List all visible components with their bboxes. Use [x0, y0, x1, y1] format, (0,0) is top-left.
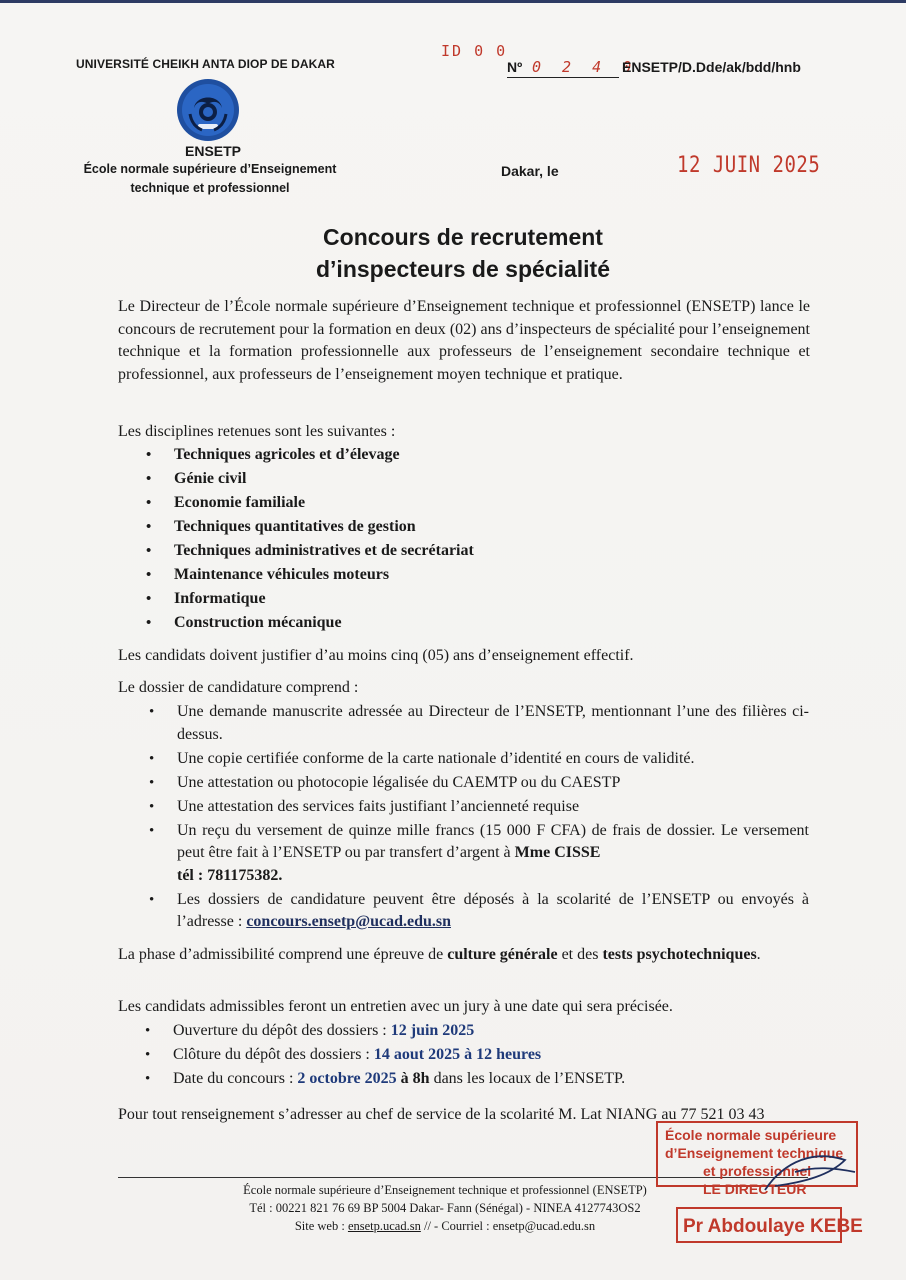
- discipline-item: • Génie civil: [174, 467, 774, 491]
- stamp-name: Pr Abdoulaye KEBE: [683, 1216, 863, 1237]
- ensetp-logo-icon: [176, 78, 240, 142]
- contest-email-link[interactable]: concours.ensetp@ucad.edu.sn: [246, 913, 451, 930]
- open-label: Ouverture du dépôt des dossiers :: [173, 1022, 387, 1039]
- discipline-item: • Informatique: [174, 587, 774, 611]
- stamp-line3: et professionnel: [703, 1163, 812, 1179]
- open-date: 12 juin 2025: [390, 1022, 475, 1039]
- stamp-role: LE DIRECTEUR: [703, 1181, 807, 1197]
- schedule-exam: [173, 1068, 805, 1091]
- admissibility-end: .: [756, 946, 761, 963]
- site-link[interactable]: ensetp.ucad.sn: [347, 1219, 421, 1233]
- reference-code: ENSETP/D.Dde/ak/bdd/hnb: [622, 59, 801, 75]
- exam-time: à 8h: [400, 1070, 430, 1087]
- dossier-item-submission: [177, 889, 809, 934]
- discipline-item: • Techniques administratives et de secrétariat: [174, 539, 774, 563]
- dossier-item: • Une copie certifiée conforme de la carte nationale d’identité en cours de validité.: [177, 748, 809, 771]
- payment-text: Un reçu du versement de quinze mille francs (15 000 F CFA) de frais de dossier. Le versement peut être fait à l’ENSETP ou par transfert d’argent à: [177, 821, 809, 861]
- close-label: Clôture du dépôt des dossiers :: [173, 1046, 370, 1063]
- admissibility-tests: tests psychotechniques: [602, 946, 757, 963]
- close-date: 14 aout 2025 à 12 heures: [373, 1046, 542, 1063]
- stamp-line1: École normale supérieure: [665, 1127, 837, 1143]
- intro-paragraph: Le Directeur de l’École normale supérieure d’Enseignement technique et professionnel (ENSETP) lance le concours de recrutement pour la formation en deux (02) ans d’inspecteurs de spécialité pour l’enseignement technique et la formation professionnelle aux professeurs de l’enseignement secondaire technique et professionnel, aux professeurs de l’enseignement moyen technique et pratique.: [118, 298, 810, 383]
- dossier-item: • Une attestation ou photocopie légalisée du CAEMTP ou du CAESTP: [177, 772, 809, 795]
- footer-web: [160, 1219, 730, 1234]
- exam-label: Date du concours :: [173, 1070, 294, 1087]
- school-acronym: ENSETP: [185, 143, 242, 159]
- dossier-item: • Une attestation des services faits justifiant l’ancienneté requise: [177, 796, 809, 819]
- title-line2: d’inspecteurs de spécialité: [315, 256, 610, 282]
- director-stamp: [655, 1120, 865, 1246]
- schedule-list: [173, 1020, 805, 1092]
- site-label: Site web :: [294, 1219, 345, 1233]
- number-underline: [507, 77, 619, 78]
- schedule-close: [173, 1044, 805, 1067]
- dossier-heading: Le dossier de candidature comprend :: [118, 679, 359, 696]
- admissibility-text: La phase d’admissibilité comprend une épreuve de: [118, 946, 444, 963]
- title-line1: Concours de recrutement: [323, 224, 603, 250]
- place-date-label: Dakar, le: [501, 163, 559, 179]
- footer-school: École normale supérieure d’Enseignement technique et professionnel (ENSETP): [243, 1183, 647, 1197]
- stamped-number: ID 0 0: [441, 42, 508, 60]
- dossier-list: [177, 701, 809, 935]
- school-name-line1: École normale supérieure d’Enseignement: [83, 162, 337, 176]
- mail-label: // - Courriel : ensetp@ucad.edu.sn: [423, 1219, 596, 1233]
- university-name: UNIVERSITÉ CHEIKH ANTA DIOP DE DAKAR: [76, 57, 335, 71]
- dossier-item-payment: [177, 820, 809, 888]
- exam-date: 2 octobre 2025: [297, 1070, 397, 1087]
- discipline-item: • Techniques agricoles et d’élevage: [174, 443, 774, 467]
- footer-address: Tél : 00221 821 76 69 BP 5004 Dakar- Fann (Sénégal) - NINEA 4127743OS2: [249, 1201, 641, 1215]
- payment-contact: Mme CISSE: [514, 844, 601, 861]
- schedule-intro: Les candidats admissibles feront un entretien avec un jury à une date qui sera précisée.: [118, 998, 673, 1015]
- discipline-item: • Techniques quantitatives de gestion: [174, 515, 774, 539]
- submission-text: Les dossiers de candidature peuvent être déposés à la scolarité de l’ENSETP ou envoyés à l’adresse :: [177, 890, 809, 930]
- contact-paragraph: Pour tout renseignement s’adresser au chef de service de la scolarité M. Lat NIANG au 77 521 03 43: [118, 1106, 765, 1123]
- discipline-item: • Maintenance véhicules moteurs: [174, 563, 774, 587]
- school-name-line2: technique et professionnel: [130, 181, 290, 195]
- disciplines-list: [174, 443, 774, 635]
- dossier-item: • Une demande manuscrite adressée au Directeur de l’ENSETP, mentionnant l’une des filières ci-dessus.: [177, 701, 809, 746]
- stamp-line2: d’Enseignement technique: [665, 1145, 844, 1161]
- discipline-item: • Economie familiale: [174, 491, 774, 515]
- number-value: 0 2 4 0: [532, 58, 638, 76]
- schedule-open: [173, 1020, 805, 1043]
- payment-phone: tél : 781175382.: [177, 866, 283, 884]
- discipline-item: • Construction mécanique: [174, 611, 774, 635]
- top-border: [0, 0, 906, 3]
- requirement-text: Les candidats doivent justifier d’au moins cinq (05) ans d’enseignement effectif.: [118, 647, 634, 664]
- admissibility-paragraph: [118, 944, 810, 967]
- number-label: Nº: [507, 59, 523, 75]
- admissibility-culture: culture générale: [447, 946, 558, 963]
- date-stamp: 12 JUIN 2025: [677, 152, 821, 178]
- disciplines-heading: Les disciplines retenues sont les suivantes :: [118, 423, 396, 440]
- admissibility-text-mid: et des: [561, 946, 599, 963]
- exam-place: dans les locaux de l’ENSETP.: [433, 1070, 626, 1087]
